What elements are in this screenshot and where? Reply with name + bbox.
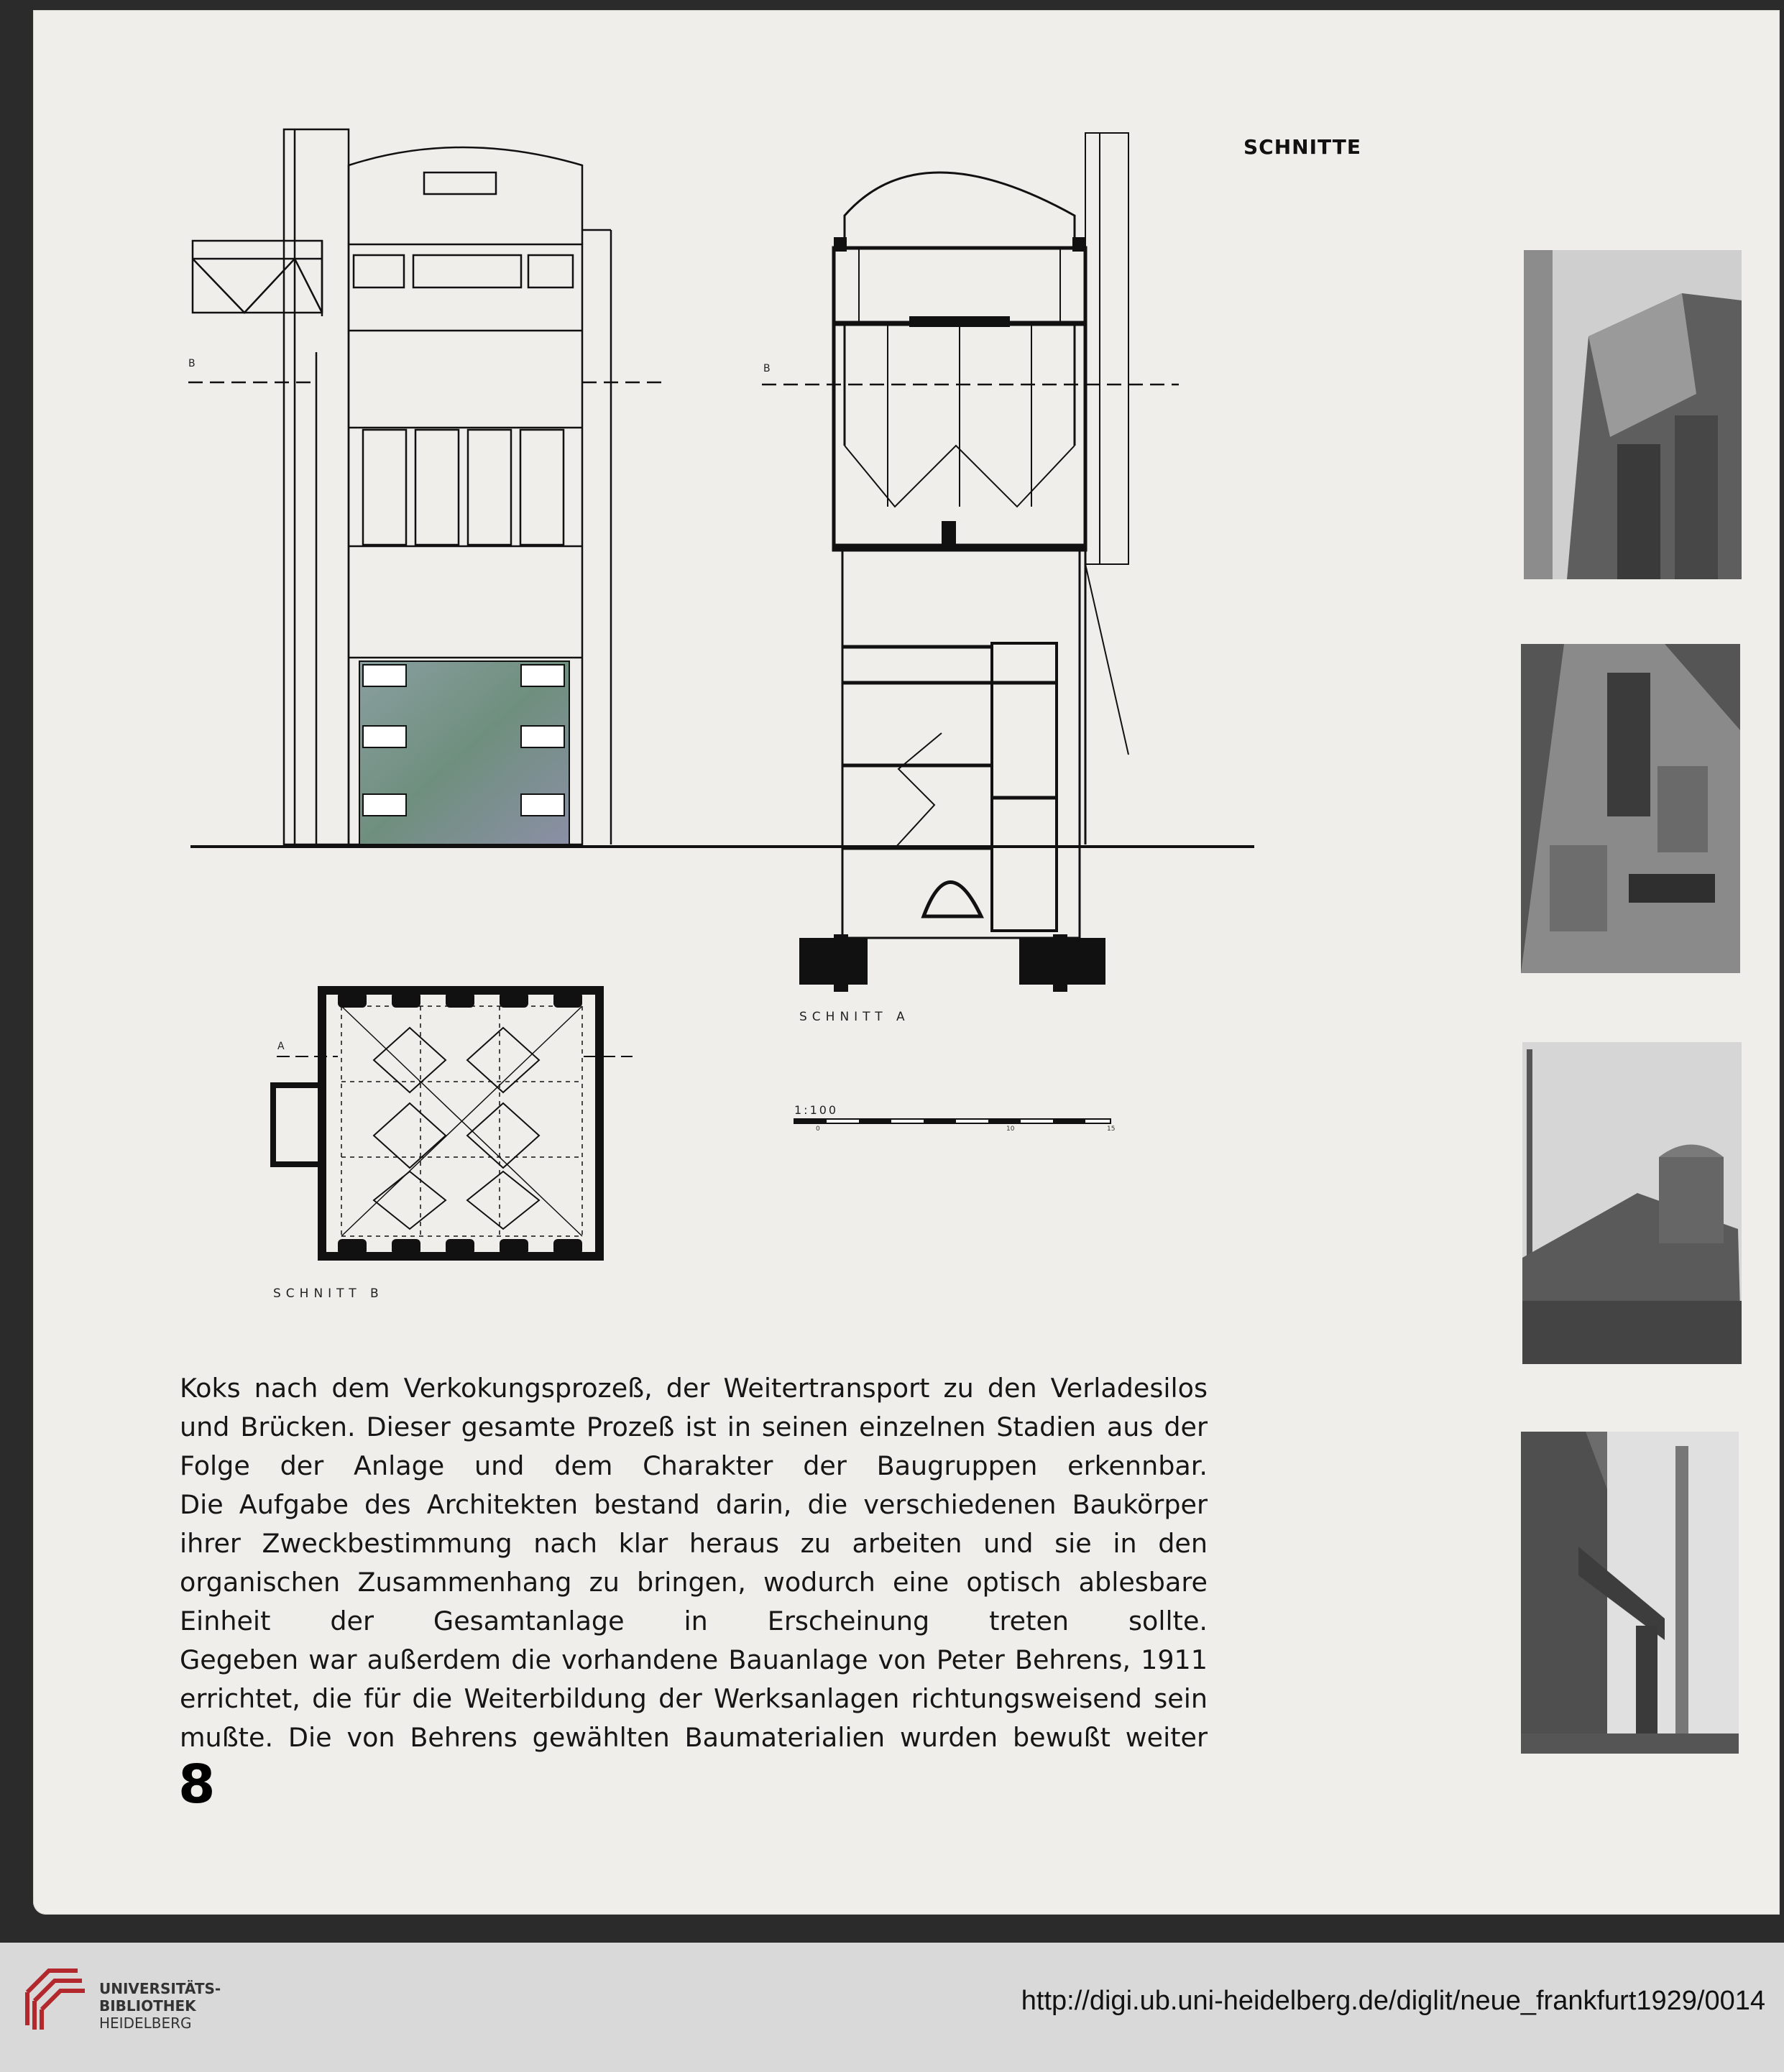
permalink-url[interactable]: http://digi.ub.uni-heidelberg.de/diglit/neue_frankfurt1929/0014 [1021, 1986, 1765, 2016]
body-text [180, 1369, 1208, 1757]
section-heading: SCHNITTE [1243, 135, 1361, 159]
library-line-2: BIBLIOTHEK [99, 1997, 196, 2015]
photo-tower-detail [1524, 250, 1742, 579]
section-marker-a: A [277, 1041, 287, 1052]
page-number: 8 [178, 1754, 216, 1815]
caption-schnitt-b: SCHNITT B [273, 1286, 384, 1301]
section-marker-b-left: B [188, 358, 198, 369]
scale-tick-10: 10 [1006, 1125, 1015, 1133]
body-paragraph: Gegeben war außerdem die vorhandene Bauanlage von Peter Behrens, 1911 errichtet, die für die Weiterbildung der Werksanlagen richtungsweisend sein mußte. Die von Behrens gewählten Baumaterialien wurden bewußt weiter [180, 1644, 1208, 1753]
body-paragraph: Koks nach dem Verkokungsprozeß, der Weitertransport zu den Verladesilos und Brücken. Dieser gesamte Prozeß ist in seinen einzelnen Stadien aus der Folge der Anlage und dem Charakter der Baugruppen erkennbar. [180, 1373, 1208, 1481]
section-marker-b-right: B [763, 363, 773, 374]
body-paragraph: Die Aufgabe des Architekten bestand darin, die verschiedenen Baukörper ihrer Zweckbestimmung nach klar heraus zu arbeiten und sie in den organischen Zusammenhang zu bringen, wodurch eine optisch ablesbare Einheit der Gesamtanlage in Erscheinung treten sollte. [180, 1489, 1208, 1636]
photo-plant-overview [1522, 1042, 1742, 1364]
photo-chimney-bridge [1521, 1432, 1739, 1754]
photo-facade-blocks [1521, 644, 1740, 973]
scale-ratio: 1:100 [794, 1103, 839, 1117]
library-line-1: UNIVERSITÄTS- [99, 1980, 221, 1997]
library-name [99, 1980, 221, 2032]
caption-schnitt-a: SCHNITT A [799, 1010, 910, 1024]
library-line-3: HEIDELBERG [99, 2015, 192, 2032]
scale-tick-15: 15 [1107, 1125, 1116, 1133]
scale-tick-0: 0 [816, 1125, 820, 1133]
library-logo-icon [20, 1963, 89, 2032]
